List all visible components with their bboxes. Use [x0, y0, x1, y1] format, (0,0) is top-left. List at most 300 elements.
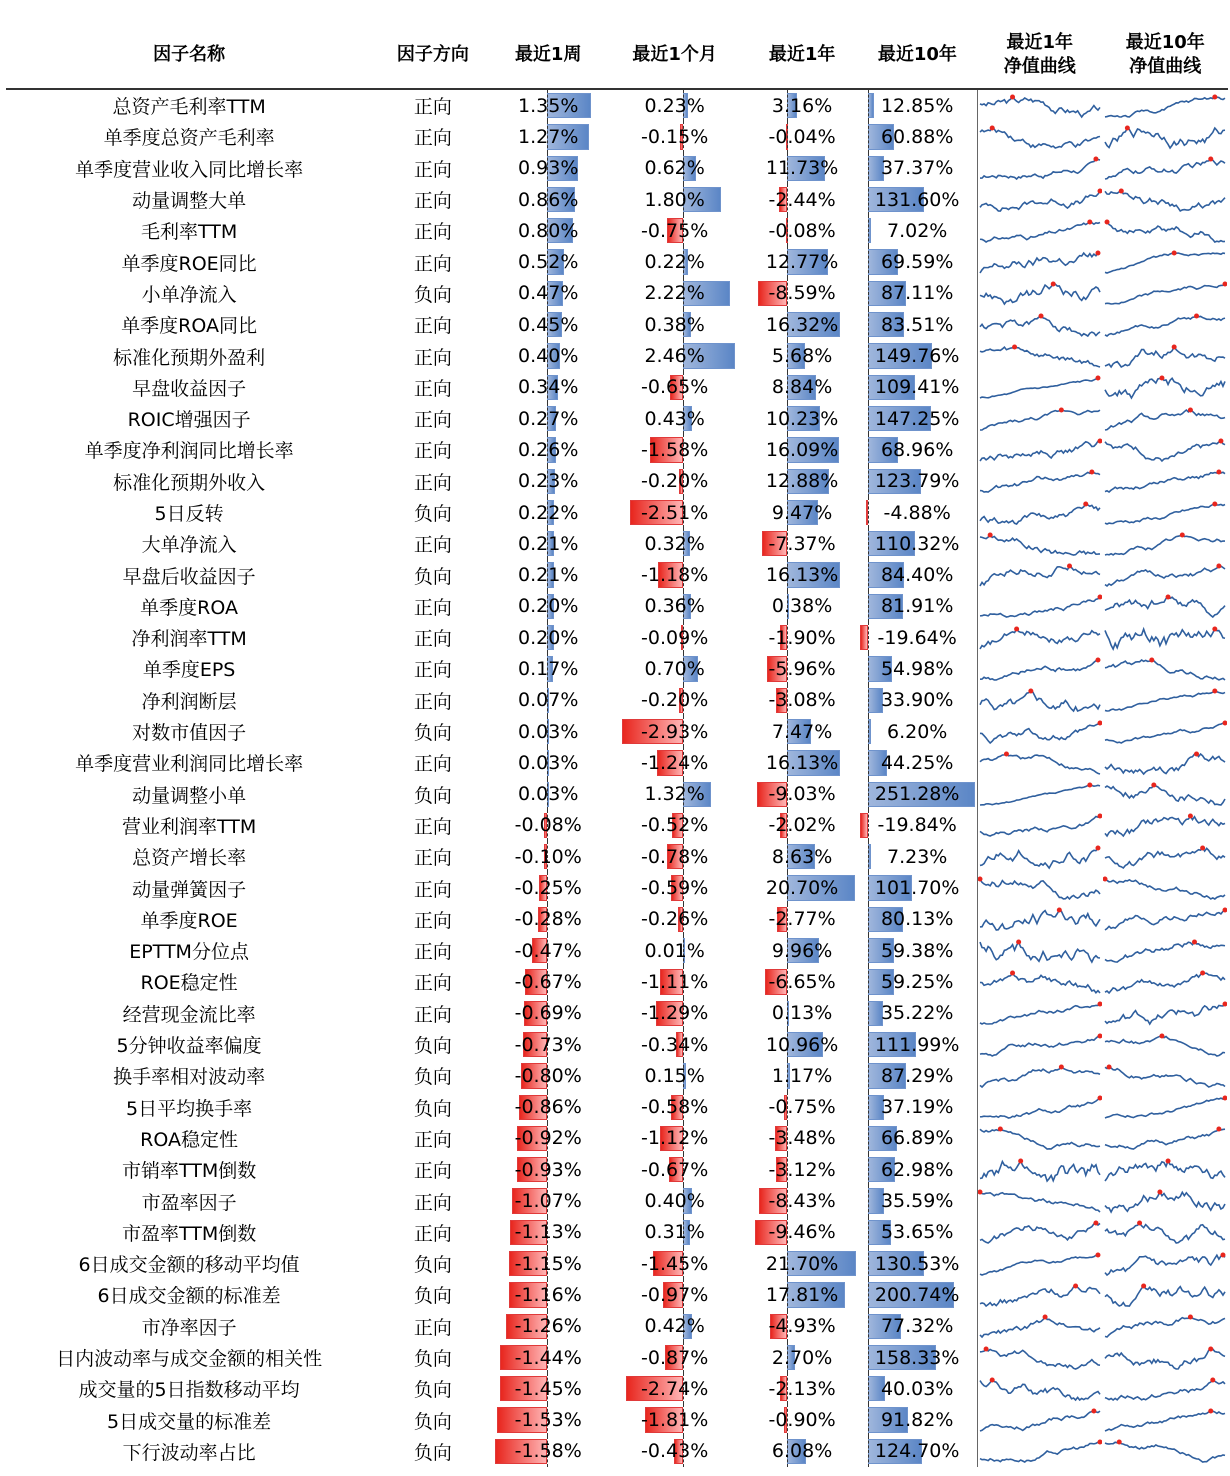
return-week-cell [494, 1248, 603, 1279]
return-month-value: -0.59% [641, 877, 709, 900]
table-row [6, 966, 1228, 997]
return-month-cell [603, 1373, 747, 1404]
return-decade-value: 87.11% [880, 282, 954, 305]
factor-name: 单季度营业利润同比增长率 [75, 753, 304, 776]
return-month-cell [603, 966, 747, 997]
header-curve-1y: 最近1年 净值曲线 [977, 22, 1102, 89]
return-month-cell [603, 810, 747, 841]
table-row [6, 1342, 1228, 1373]
table-row [6, 1060, 1228, 1091]
zero-axis-line [868, 1185, 869, 1216]
return-year-cell [746, 810, 857, 841]
return-decade-value: 54.98% [880, 657, 954, 680]
return-year-value: -8.43% [768, 1190, 836, 1213]
return-decade-cell [858, 716, 977, 747]
header-year: 最近1年 [746, 22, 857, 89]
factor-name: 换手率相对波动率 [113, 1066, 266, 1089]
factor-name: 6日成交金额的移动平均值 [78, 1254, 300, 1277]
net-value-curve-1y [977, 434, 1102, 465]
return-month-value: -1.45% [641, 1252, 709, 1275]
zero-axis-line [868, 935, 869, 966]
return-month-cell [603, 998, 747, 1029]
return-week-value: 0.07% [518, 689, 579, 712]
factor-direction: 正向 [413, 596, 452, 619]
return-year-cell [746, 1248, 857, 1279]
return-year-value: 5.68% [771, 345, 833, 368]
table-row [6, 685, 1228, 716]
return-week-cell [494, 497, 603, 528]
factor-name: 动量调整小单 [132, 784, 247, 807]
return-decade-value: 80.13% [880, 908, 954, 931]
return-year-value: -2.13% [768, 1377, 836, 1400]
return-week-cell [494, 372, 603, 403]
return-year-value: 9.96% [771, 939, 833, 962]
return-decade-value: 77.32% [880, 1315, 954, 1338]
zero-axis-line [868, 309, 869, 340]
return-month-cell [603, 1248, 747, 1279]
net-value-curve-10y [1103, 246, 1228, 277]
return-month-cell [603, 434, 747, 465]
net-value-curve-1y [977, 528, 1102, 559]
net-value-curve-1y [977, 966, 1102, 997]
return-year-value: 20.70% [765, 877, 839, 900]
return-month-cell [603, 935, 747, 966]
factor-name: 单季度总资产毛利率 [103, 127, 275, 150]
return-week-cell [494, 841, 603, 872]
factor-name: 单季度ROE [140, 909, 238, 932]
return-year-value: -4.93% [768, 1315, 836, 1338]
return-decade-cell [858, 622, 977, 653]
net-value-curve-1y [977, 1279, 1102, 1310]
return-decade-value: 123.79% [874, 470, 960, 493]
return-week-value: 0.80% [518, 219, 579, 242]
table-body [6, 89, 1228, 1467]
return-month-value: 1.32% [644, 783, 705, 806]
return-year-cell [746, 779, 857, 810]
return-decade-value: 44.25% [880, 751, 954, 774]
factor-name: 市盈率因子 [141, 1191, 237, 1214]
return-decade-value: -19.84% [877, 814, 957, 837]
return-month-value: 0.70% [644, 657, 705, 680]
table-row [6, 559, 1228, 590]
return-year-value: 7.47% [771, 720, 833, 743]
net-value-curve-10y [1103, 653, 1228, 684]
return-month-value: -0.20% [641, 470, 709, 493]
factor-direction: 正向 [413, 127, 452, 150]
return-month-value: 0.62% [644, 157, 705, 180]
table-row [6, 403, 1228, 434]
return-year-value: -3.48% [768, 1127, 836, 1150]
factor-name: 单季度净利润同比增长率 [84, 440, 294, 463]
return-year-cell [746, 528, 857, 559]
return-decade-cell [858, 935, 977, 966]
zero-axis-line [868, 1342, 869, 1373]
net-value-curve-10y [1103, 779, 1228, 810]
zero-axis-line [868, 1060, 869, 1091]
return-decade-cell [858, 685, 977, 716]
net-value-curve-1y [977, 215, 1102, 246]
return-year-cell [746, 1185, 857, 1216]
return-week-cell [494, 559, 603, 590]
return-month-value: -0.34% [641, 1033, 709, 1056]
factor-direction: 正向 [413, 941, 452, 964]
return-month-value: -0.87% [641, 1346, 709, 1369]
return-year-value: -2.77% [768, 908, 836, 931]
factor-direction: 正向 [413, 377, 452, 400]
return-year-value: 12.77% [765, 251, 839, 274]
return-month-value: -1.24% [641, 751, 709, 774]
factor-name: ROIC增强因子 [127, 409, 251, 432]
zero-axis-line [868, 872, 869, 903]
return-decade-cell [858, 153, 977, 184]
factor-name: 6日成交金额的标准差 [97, 1285, 281, 1308]
return-decade-cell [858, 1311, 977, 1342]
net-value-curve-1y [977, 246, 1102, 277]
return-year-value: -9.03% [768, 783, 836, 806]
return-week-value: -0.73% [514, 1033, 582, 1056]
factor-direction: 正向 [413, 96, 452, 119]
return-year-cell [746, 653, 857, 684]
return-month-cell [603, 340, 747, 371]
return-week-value: 0.47% [518, 282, 579, 305]
net-value-curve-1y [977, 1060, 1102, 1091]
return-year-cell [746, 1060, 857, 1091]
return-year-value: 11.73% [765, 157, 839, 180]
return-decade-value: 147.25% [874, 407, 960, 430]
return-decade-cell [858, 779, 977, 810]
factor-name: 净利润率TTM [131, 628, 247, 651]
table-row [6, 810, 1228, 841]
net-value-curve-10y [1103, 340, 1228, 371]
return-week-value: 0.93% [518, 157, 579, 180]
return-week-cell [494, 1217, 603, 1248]
net-value-curve-1y [977, 935, 1102, 966]
zero-axis-line [868, 1217, 869, 1248]
table-row [6, 153, 1228, 184]
return-week-value: 0.03% [518, 783, 579, 806]
factor-name: 动量弹簧因子 [132, 878, 247, 901]
zero-axis-line [868, 215, 869, 246]
factor-direction: 正向 [413, 972, 452, 995]
factor-name: 净利润断层 [141, 690, 237, 713]
zero-axis-line [868, 528, 869, 559]
zero-axis-line [868, 653, 869, 684]
return-month-value: -1.58% [641, 438, 709, 461]
zero-axis-line [868, 1436, 869, 1467]
return-week-value: -1.16% [514, 1283, 582, 1306]
header-row [6, 22, 1228, 89]
zero-axis-line [868, 90, 869, 121]
net-value-curve-10y [1103, 1060, 1228, 1091]
return-decade-value: 7.02% [886, 219, 948, 242]
return-week-value: -0.67% [514, 970, 582, 993]
return-year-cell [746, 591, 857, 622]
net-value-curve-10y [1103, 309, 1228, 340]
return-decade-cell [858, 528, 977, 559]
return-decade-cell [858, 403, 977, 434]
net-value-curve-10y [1103, 1217, 1228, 1248]
table-row [6, 434, 1228, 465]
return-month-cell [603, 1092, 747, 1123]
return-year-cell [746, 403, 857, 434]
return-week-value: 1.27% [518, 125, 579, 148]
factor-direction: 负向 [413, 503, 452, 525]
factor-direction: 负向 [413, 784, 452, 807]
return-week-cell [494, 1342, 603, 1373]
return-year-value: 16.13% [765, 564, 839, 587]
factor-name: 成交量的5日指数移动平均 [78, 1379, 300, 1402]
return-week-cell [494, 810, 603, 841]
table-row [6, 622, 1228, 653]
return-week-cell [494, 966, 603, 997]
factor-direction: 负向 [413, 1348, 452, 1371]
return-month-cell [603, 1404, 747, 1435]
net-value-curve-10y [1103, 1311, 1228, 1342]
return-month-cell [603, 1123, 747, 1154]
net-value-curve-10y [1103, 841, 1228, 872]
factor-direction: 正向 [413, 847, 452, 870]
net-value-curve-1y [977, 998, 1102, 1029]
factor-direction: 正向 [413, 1160, 452, 1183]
return-year-cell [746, 1279, 857, 1310]
net-value-curve-1y [977, 841, 1102, 872]
return-month-value: 0.31% [644, 1221, 705, 1244]
return-year-cell [746, 998, 857, 1029]
return-year-cell [746, 685, 857, 716]
table-row [6, 653, 1228, 684]
net-value-curve-10y [1103, 1373, 1228, 1404]
return-year-cell [746, 872, 857, 903]
net-value-curve-10y [1103, 904, 1228, 935]
return-week-value: -1.15% [514, 1252, 582, 1275]
return-year-value: 3.16% [771, 94, 833, 117]
factor-name: 营业利润率TTM [121, 815, 257, 838]
return-decade-cell [858, 653, 977, 684]
net-value-curve-1y [977, 1217, 1102, 1248]
net-value-curve-10y [1103, 528, 1228, 559]
factor-direction: 正向 [413, 628, 452, 651]
return-month-cell [603, 403, 747, 434]
return-year-value: 8.84% [771, 376, 833, 399]
return-week-value: 0.21% [518, 564, 579, 587]
return-decade-value: 6.20% [886, 720, 948, 743]
return-month-cell [603, 1311, 747, 1342]
return-year-cell [746, 904, 857, 935]
zero-axis-line [868, 1154, 869, 1185]
zero-axis-line [868, 403, 869, 434]
return-decade-value: 251.28% [874, 783, 960, 806]
net-value-curve-10y [1103, 1154, 1228, 1185]
return-year-cell [746, 121, 857, 152]
factor-direction: 正向 [413, 690, 452, 713]
return-month-value: 2.46% [644, 345, 705, 368]
return-decade-cell [858, 591, 977, 622]
factor-direction: 正向 [413, 1191, 452, 1214]
return-week-cell [494, 121, 603, 152]
zero-axis-line [868, 1092, 869, 1123]
return-decade-cell [858, 1185, 977, 1216]
return-decade-cell [858, 1217, 977, 1248]
return-decade-cell [858, 1373, 977, 1404]
header-factor-name: 因子名称 [6, 22, 372, 89]
net-value-curve-10y [1103, 935, 1228, 966]
return-decade-value: 84.40% [880, 564, 954, 587]
return-year-value: 17.81% [765, 1283, 839, 1306]
return-year-cell [746, 309, 857, 340]
return-month-cell [603, 841, 747, 872]
return-month-value: 0.32% [644, 532, 705, 555]
return-week-cell [494, 215, 603, 246]
return-week-value: -1.45% [514, 1377, 582, 1400]
return-week-cell [494, 904, 603, 935]
return-decade-value: 66.89% [880, 1127, 954, 1150]
factor-direction: 正向 [413, 878, 452, 901]
return-week-cell [494, 434, 603, 465]
return-month-value: 0.40% [644, 1190, 705, 1213]
return-year-cell [746, 966, 857, 997]
factor-name: 5日反转 [154, 503, 224, 525]
return-week-value: -0.25% [514, 877, 582, 900]
table-row [6, 1373, 1228, 1404]
return-week-cell [494, 872, 603, 903]
return-month-cell [603, 153, 747, 184]
return-month-value: 0.36% [644, 595, 705, 618]
return-week-value: -0.69% [514, 1002, 582, 1025]
return-month-cell [603, 559, 747, 590]
return-decade-cell [858, 89, 977, 121]
factor-direction: 负向 [413, 1379, 452, 1402]
net-value-curve-10y [1103, 121, 1228, 152]
zero-axis-line [868, 966, 869, 997]
return-year-cell [746, 841, 857, 872]
zero-axis-line [868, 685, 869, 716]
return-year-value: 1.17% [771, 1064, 833, 1087]
factor-direction: 负向 [413, 722, 452, 745]
return-decade-cell [858, 1248, 977, 1279]
return-month-value: -0.67% [641, 1158, 709, 1181]
return-month-cell [603, 872, 747, 903]
return-year-value: 16.13% [765, 751, 839, 774]
return-year-cell [746, 1217, 857, 1248]
factor-name: 5日平均换手率 [126, 1097, 253, 1120]
return-week-value: 0.21% [518, 532, 579, 555]
return-year-cell [746, 1311, 857, 1342]
return-decade-cell [858, 1092, 977, 1123]
return-year-cell [746, 1029, 857, 1060]
return-decade-cell [858, 309, 977, 340]
return-year-value: 0.38% [771, 595, 833, 618]
return-decade-value: 68.96% [880, 438, 954, 461]
return-month-value: -2.51% [641, 501, 709, 524]
zero-axis-line [868, 716, 869, 747]
table-row [6, 872, 1228, 903]
return-decade-cell [858, 121, 977, 152]
return-week-cell [494, 403, 603, 434]
net-value-curve-1y [977, 1311, 1102, 1342]
zero-axis-line [868, 1029, 869, 1060]
return-month-cell [603, 278, 747, 309]
return-year-cell [746, 340, 857, 371]
table-row [6, 1092, 1228, 1123]
factor-name: 经营现金流比率 [122, 1003, 256, 1026]
return-month-value: -0.15% [641, 125, 709, 148]
return-month-cell [603, 591, 747, 622]
net-value-curve-1y [977, 1373, 1102, 1404]
return-month-value: -2.93% [641, 720, 709, 743]
zero-axis-line [868, 246, 869, 277]
return-year-cell [746, 935, 857, 966]
zero-axis-line [868, 904, 869, 935]
return-decade-value: 149.76% [874, 345, 960, 368]
net-value-curve-1y [977, 1436, 1102, 1467]
return-decade-value: 130.53% [874, 1252, 960, 1275]
return-decade-cell [858, 841, 977, 872]
net-value-curve-10y [1103, 215, 1228, 246]
return-week-cell [494, 747, 603, 778]
return-month-cell [603, 716, 747, 747]
return-week-value: -1.58% [514, 1440, 582, 1463]
factor-direction: 正向 [413, 909, 452, 932]
zero-axis-line [868, 779, 869, 810]
return-year-value: -6.65% [768, 970, 836, 993]
net-value-curve-10y [1103, 810, 1228, 841]
return-decade-bar [860, 813, 868, 838]
return-month-value: -0.26% [641, 908, 709, 931]
return-decade-cell [858, 1342, 977, 1373]
table-row [6, 89, 1228, 121]
return-month-cell [603, 1342, 747, 1373]
net-value-curve-10y [1103, 559, 1228, 590]
factor-direction: 正向 [413, 346, 452, 369]
net-value-curve-10y [1103, 1436, 1228, 1467]
return-month-value: 0.01% [644, 939, 705, 962]
table-row [6, 184, 1228, 215]
zero-axis-line [868, 559, 869, 590]
table-row [6, 1279, 1228, 1310]
net-value-curve-10y [1103, 622, 1228, 653]
return-year-value: -7.37% [768, 532, 836, 555]
net-value-curve-1y [977, 1342, 1102, 1373]
factor-name: 单季度ROA [140, 596, 238, 619]
factor-name: 市销率TTM倒数 [121, 1160, 257, 1183]
return-month-cell [603, 497, 747, 528]
return-decade-cell [858, 1404, 977, 1435]
factor-name: 市盈率TTM倒数 [121, 1222, 257, 1245]
return-week-cell [494, 591, 603, 622]
return-month-value: -0.75% [641, 219, 709, 242]
return-year-cell [746, 1092, 857, 1123]
zero-axis-line [868, 466, 869, 497]
return-week-value: 0.23% [518, 470, 579, 493]
return-year-cell [746, 434, 857, 465]
return-week-cell [494, 653, 603, 684]
return-year-value: -3.08% [768, 689, 836, 712]
return-week-value: -0.47% [514, 939, 582, 962]
return-week-value: -0.93% [514, 1158, 582, 1181]
return-year-value: -2.02% [768, 814, 836, 837]
return-week-value: 0.40% [518, 345, 579, 368]
return-month-value: -0.65% [641, 376, 709, 399]
return-year-cell [746, 1404, 857, 1435]
return-year-cell [746, 215, 857, 246]
net-value-curve-1y [977, 904, 1102, 935]
return-week-cell [494, 1436, 603, 1467]
net-value-curve-1y [977, 559, 1102, 590]
return-month-value: -0.43% [641, 1440, 709, 1463]
return-month-cell [603, 246, 747, 277]
return-month-value: -2.74% [641, 1377, 709, 1400]
factor-direction: 正向 [413, 158, 452, 181]
